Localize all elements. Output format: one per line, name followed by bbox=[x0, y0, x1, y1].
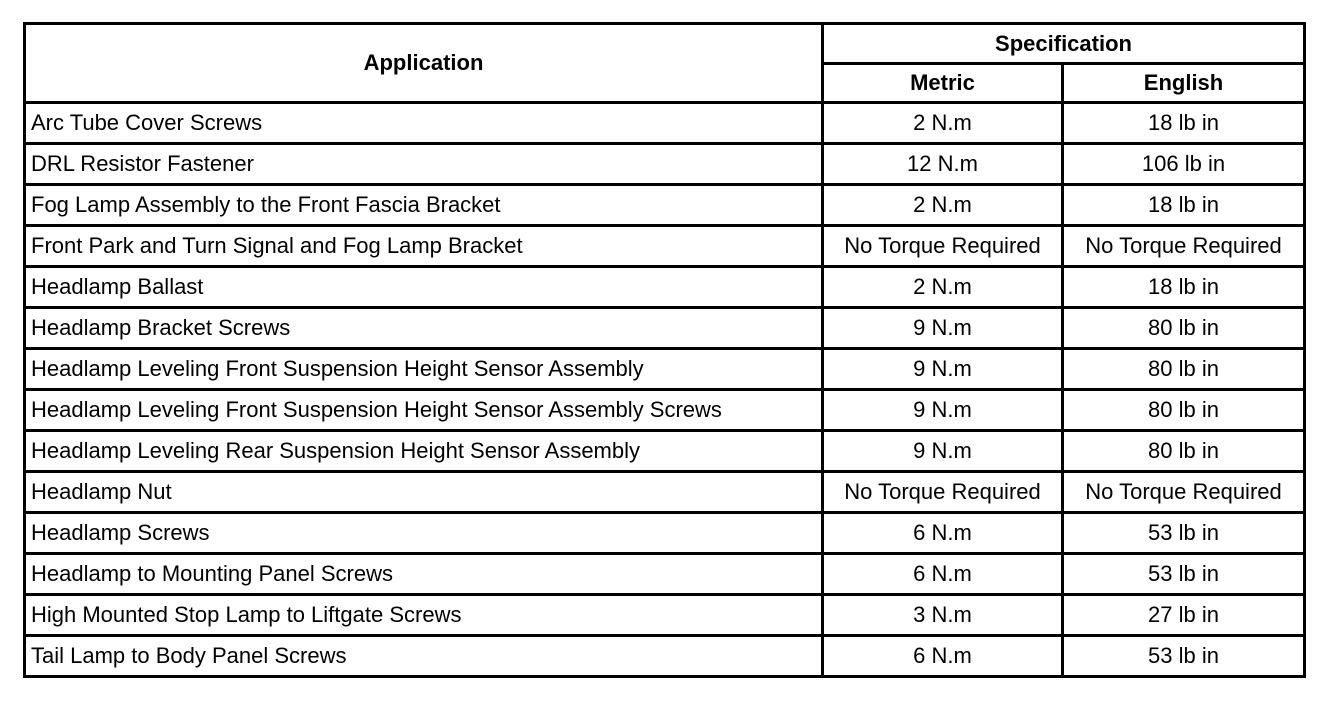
cell-application: Headlamp Screws bbox=[25, 513, 823, 554]
table-row bbox=[25, 185, 1305, 226]
cell-english: 53 lb in bbox=[1063, 513, 1305, 554]
cell-english: 80 lb in bbox=[1063, 431, 1305, 472]
cell-english: 18 lb in bbox=[1063, 103, 1305, 144]
cell-metric: No Torque Required bbox=[823, 472, 1063, 513]
table-row bbox=[25, 472, 1305, 513]
table-row bbox=[25, 226, 1305, 267]
cell-metric: 6 N.m bbox=[823, 554, 1063, 595]
cell-metric: 9 N.m bbox=[823, 431, 1063, 472]
table-row bbox=[25, 595, 1305, 636]
cell-english: 18 lb in bbox=[1063, 267, 1305, 308]
header-row bbox=[25, 24, 1305, 64]
header-english: English bbox=[1063, 64, 1305, 103]
torque-specification-table bbox=[23, 22, 1306, 678]
table-row bbox=[25, 554, 1305, 595]
table-body bbox=[25, 103, 1305, 677]
cell-english: 53 lb in bbox=[1063, 636, 1305, 677]
cell-metric: 12 N.m bbox=[823, 144, 1063, 185]
cell-metric: 2 N.m bbox=[823, 185, 1063, 226]
cell-metric: 6 N.m bbox=[823, 636, 1063, 677]
cell-english: 18 lb in bbox=[1063, 185, 1305, 226]
table-row bbox=[25, 103, 1305, 144]
cell-application: Arc Tube Cover Screws bbox=[25, 103, 823, 144]
cell-application: Headlamp Bracket Screws bbox=[25, 308, 823, 349]
table-row bbox=[25, 636, 1305, 677]
table-row bbox=[25, 308, 1305, 349]
cell-metric: No Torque Required bbox=[823, 226, 1063, 267]
cell-english: 27 lb in bbox=[1063, 595, 1305, 636]
cell-english: No Torque Required bbox=[1063, 472, 1305, 513]
cell-metric: 2 N.m bbox=[823, 103, 1063, 144]
cell-metric: 2 N.m bbox=[823, 267, 1063, 308]
header-metric: Metric bbox=[823, 64, 1063, 103]
table-row bbox=[25, 349, 1305, 390]
table-row bbox=[25, 390, 1305, 431]
cell-english: 80 lb in bbox=[1063, 349, 1305, 390]
cell-metric: 9 N.m bbox=[823, 349, 1063, 390]
cell-application: Headlamp Leveling Front Suspension Height Sensor Assembly bbox=[25, 349, 823, 390]
table-row bbox=[25, 431, 1305, 472]
cell-english: 80 lb in bbox=[1063, 308, 1305, 349]
cell-english: 106 lb in bbox=[1063, 144, 1305, 185]
header-application: Application bbox=[25, 24, 823, 103]
cell-metric: 3 N.m bbox=[823, 595, 1063, 636]
cell-application: Headlamp Leveling Rear Suspension Height Sensor Assembly bbox=[25, 431, 823, 472]
table-row bbox=[25, 267, 1305, 308]
cell-application: Headlamp Ballast bbox=[25, 267, 823, 308]
cell-application: Tail Lamp to Body Panel Screws bbox=[25, 636, 823, 677]
cell-metric: 6 N.m bbox=[823, 513, 1063, 554]
cell-application: Front Park and Turn Signal and Fog Lamp Bracket bbox=[25, 226, 823, 267]
header-specification: Specification bbox=[823, 24, 1305, 64]
cell-application: Headlamp Leveling Front Suspension Height Sensor Assembly Screws bbox=[25, 390, 823, 431]
table-row bbox=[25, 144, 1305, 185]
cell-application: Fog Lamp Assembly to the Front Fascia Bracket bbox=[25, 185, 823, 226]
cell-application: High Mounted Stop Lamp to Liftgate Screws bbox=[25, 595, 823, 636]
cell-application: Headlamp to Mounting Panel Screws bbox=[25, 554, 823, 595]
cell-english: No Torque Required bbox=[1063, 226, 1305, 267]
table-row bbox=[25, 513, 1305, 554]
cell-application: DRL Resistor Fastener bbox=[25, 144, 823, 185]
cell-metric: 9 N.m bbox=[823, 308, 1063, 349]
cell-metric: 9 N.m bbox=[823, 390, 1063, 431]
cell-application: Headlamp Nut bbox=[25, 472, 823, 513]
cell-english: 53 lb in bbox=[1063, 554, 1305, 595]
cell-english: 80 lb in bbox=[1063, 390, 1305, 431]
